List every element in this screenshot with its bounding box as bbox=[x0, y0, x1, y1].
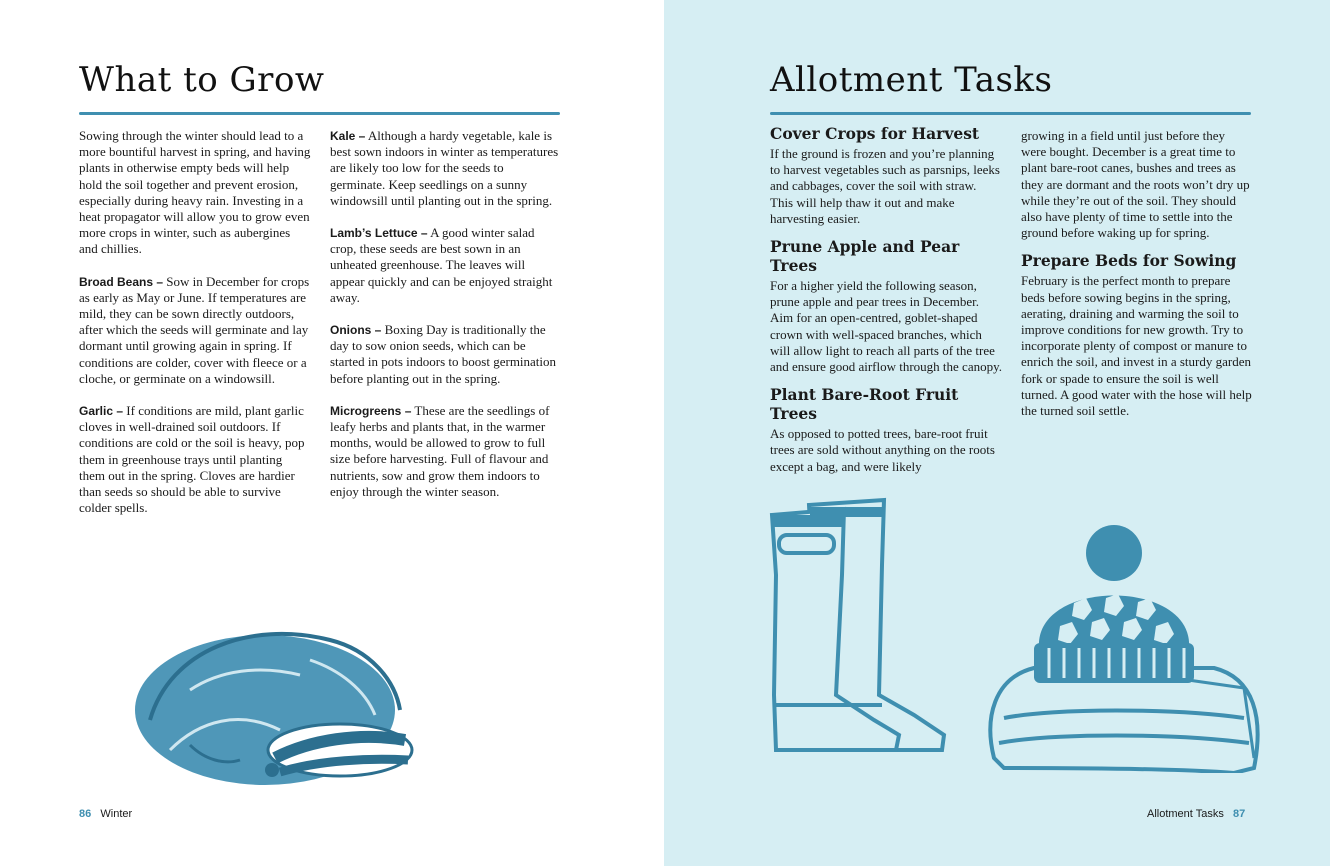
task-text: If the ground is frozen and you’re planning to harvest vegetables such as parsnips, leeks and cabbages, cover the soil with straw. This will help thaw it out and make harvesting easier. bbox=[770, 146, 1000, 226]
entry-term: Kale – bbox=[330, 129, 366, 143]
entry-broad-beans bbox=[79, 274, 311, 387]
task-text: As opposed to potted trees, bare-root fruit trees are sold without anything on the roots except a bag, and were likely bbox=[770, 426, 995, 474]
right-page-title: Allotment Tasks bbox=[770, 60, 1053, 100]
intro-paragraph: Sowing through the winter should lead to a more bountiful harvest in spring, and having plants in otherwise empty beds will help hold the soil together and prevent erosion, especially during heavy rain. Investing in a heat propagator will allow you to grow even more crops in winter, such as aubergines and chillies. bbox=[79, 128, 311, 257]
task-bare-root bbox=[770, 385, 1002, 475]
badger-illustration bbox=[130, 600, 415, 795]
entry-microgreens bbox=[330, 403, 562, 500]
left-column-2 bbox=[330, 128, 562, 516]
task-cover-crops bbox=[770, 124, 1002, 227]
entry-text: Although a hardy vegetable, kale is best sown indoors in winter as temperatures are likely too low for the seeds to germinate. Keep seedlings on a sunny windowsill until planting out in the spring. bbox=[330, 128, 559, 208]
running-head: Winter bbox=[100, 808, 133, 820]
entry-lambs-lettuce bbox=[330, 225, 562, 306]
task-text-continued: growing in a field until just before they were bought. December is a great time to plant bare-root canes, bushes and trees as they are dormant and the roots won’t dry up while they’re out of the soil. They should also have plenty of time to settle into the ground before waking up for spring. bbox=[1021, 128, 1250, 241]
entry-term: Garlic – bbox=[79, 404, 124, 419]
entry-text: If conditions are mild, plant garlic cloves in well-drained soil outdoors. If conditions are cold or the soil is heavy, pop them in greenhouse trays until planting them out in the spring. Cloves are hardier than seeds so should be able to survive colder spells. bbox=[79, 403, 305, 516]
entry-text: Sow in December for crops as early as May or June. If temperatures are mild, they can be sown directly outdoors, after which the seeds will germinate and lay dormant until growing again in spring. If conditions are colder, cover with fleece or a cloche, or germinate on a windowsill. bbox=[79, 273, 310, 386]
task-heading: Cover Crops for Harvest bbox=[770, 124, 980, 143]
bobble-hat-scarf-illustration bbox=[974, 518, 1274, 773]
entry-term: Broad Beans – bbox=[79, 274, 164, 289]
entry-term: Lamb’s Lettuce – bbox=[330, 226, 428, 241]
task-prepare-beds bbox=[1021, 251, 1253, 419]
running-head: Allotment Tasks bbox=[1147, 808, 1224, 820]
right-column-1 bbox=[770, 124, 1002, 485]
entry-text: A good winter salad crop, these seeds are best sown in an unheated greenhouse. The leaves will appear quickly and can be enjoyed straight away. bbox=[330, 225, 553, 305]
entry-text: Boxing Day is traditionally the day to sow onion seeds, which can be started in pots indoors to boost germination before planting out in the spring. bbox=[330, 322, 557, 386]
right-title-rule bbox=[770, 112, 1251, 115]
task-text: February is the perfect month to prepare beds before sowing begins in the spring, aerating, draining and warming the soil to improve conditions for new growth. Try to incorporate plenty of compost or manure to enrich the soil, and invest in a sturdy garden fork or spade to ensure the soil is well turned. A good water with the hose will help the turned soil settle. bbox=[1021, 273, 1252, 419]
entry-term: Microgreens – bbox=[330, 403, 412, 418]
entry-onions bbox=[330, 322, 562, 387]
left-folio bbox=[79, 808, 132, 820]
task-prune-trees bbox=[770, 237, 1002, 375]
page-number: 86 bbox=[79, 808, 92, 820]
wellington-boots-illustration bbox=[764, 495, 954, 755]
entry-kale bbox=[330, 128, 562, 209]
entry-term: Onions – bbox=[330, 323, 382, 338]
left-title-rule bbox=[79, 112, 560, 115]
task-text: For a higher yield the following season, prune apple and pear trees in December. Aim for an open-centred, goblet-shaped crown with well-spaced branches, which will allow light to reach all parts of the tree and ensure good airflow through the canopy. bbox=[770, 278, 1003, 375]
entry-garlic bbox=[79, 403, 311, 516]
right-folio bbox=[1147, 808, 1245, 820]
page-number: 87 bbox=[1233, 808, 1246, 820]
task-heading: Prune Apple and Pear Trees bbox=[770, 237, 960, 276]
left-column-1 bbox=[79, 128, 311, 532]
right-page bbox=[664, 0, 1330, 866]
left-page-title: What to Grow bbox=[79, 60, 325, 100]
right-column-2 bbox=[1021, 128, 1253, 429]
entry-text: These are the seedlings of leafy herbs and plants that, in the warmer months, would be allowed to grow to full size before harvesting. Full of flavour and nutrients, sow and grow them indoors to enjoy through the winter season. bbox=[330, 402, 550, 499]
left-page bbox=[0, 0, 664, 866]
task-heading: Plant Bare-Root Fruit Trees bbox=[770, 385, 959, 424]
task-heading: Prepare Beds for Sowing bbox=[1021, 251, 1237, 271]
